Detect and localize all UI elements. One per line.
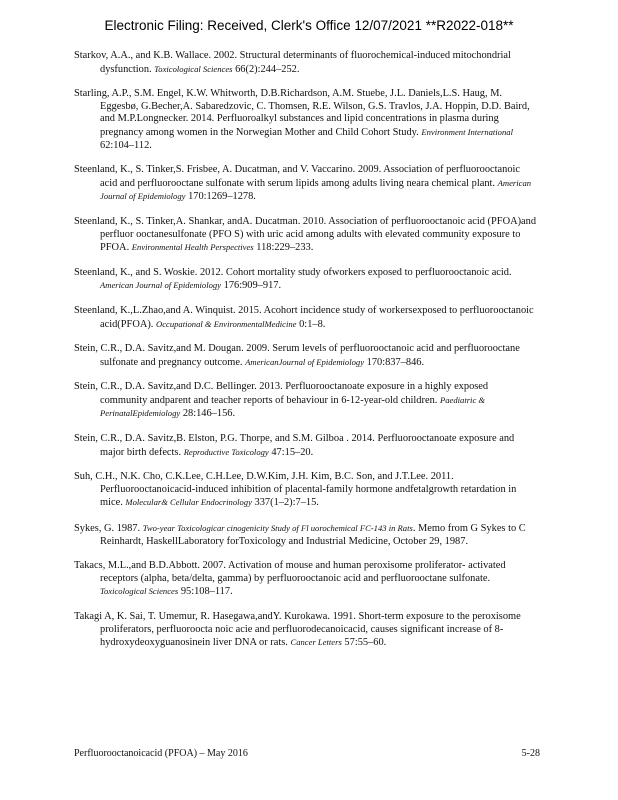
reference-citation: 47:15–20. [271, 446, 314, 458]
reference-citation: . Memo from G Sykes to C Reinhardt, HaskellLaboratory forToxicology and Industrial Medicine, October 29, 1987. [100, 523, 526, 547]
journal-name: American Journal of Epidemiology [100, 177, 532, 202]
reference-list [74, 50, 538, 662]
reference-citation: 170:1269–1278. [188, 191, 256, 203]
reference-citation: 28:146–156. [182, 408, 236, 420]
reference-citation: 66(2):244–252. [235, 63, 300, 75]
reference-entry [74, 88, 538, 152]
reference-citation: 95:108–117. [180, 586, 233, 598]
reference-text: Stein, C.R., D.A. Savitz,and M. Dougan. 2009. Serum levels of perfluorooctanoic acid and perfluorooctane sulfonate and pregnancy outcome. [74, 343, 520, 368]
reference-text: Takacs, M.L.,and B.D.Abbott. 2007. Activation of mouse and human peroxisome proliferator- activated receptors (alpha, beta/delta, gamma) by perfluorooctanoic acid and perfluorooctane sulfonate. [74, 560, 506, 584]
journal-name: Reproductive Toxicology [183, 446, 269, 457]
reference-entry [74, 433, 538, 459]
journal-name: Occupational & EnvironmentalMedicine [156, 318, 297, 329]
reference-text: Takagi A, K. Sai, T. Umemur, R. Hasegawa,andY. Kurokawa. 1991. Short-term exposure to the peroxisome proliferators, perfluoroocta noic acie and perfluorodecanoicacid, causes significant increase of 8-hydroxydeoxyguanosinein liver DNA or rats. [74, 611, 521, 649]
reference-text: Starling, A.P., S.M. Engel, K.W. Whitworth, D.B.Richardson, A.M. Stuebe, J.L. Daniels,L.S. Haug, M. Eggesbø, G.Becher,A. Sabaredzovic, C. Thomsen, R.E. Wilson, G.S. Travlos, J.A. Hoppin, D.D. Baird, and M.P.Longnecker. 2014. Perfluoroalkyl substances and lipid concentrations in plasma during pregnancy among women in the Norwegian Mother and Child Cohort Study. [74, 88, 530, 138]
journal-name: Toxicological Sciences [154, 63, 233, 74]
reference-text: Steenland, K.,L.Zhao,and A. Winquist. 2015. Acohort incidence study of workersexposed to perfluorooctanoic acid(PFOA). [74, 304, 534, 330]
reference-citation: 57:55–60. [344, 637, 387, 649]
reference-entry [74, 471, 538, 510]
reference-text: Starkov, A.A., and K.B. Wallace. 2002. Structural determinants of fluorochemical-induced mitochondrial dysfunction. [74, 50, 511, 75]
reference-citation: 176:909–917. [223, 280, 282, 292]
journal-name: Environmental Health Perspectives [131, 242, 254, 253]
reference-entry [74, 216, 538, 255]
reference-citation: 337(1–2):7–15. [254, 497, 319, 509]
reference-entry [74, 560, 538, 599]
reference-entry [74, 50, 538, 76]
reference-entry [74, 305, 538, 331]
reference-text: Stein, C.R., D.A. Savitz,and D.C. Bellinger. 2013. Perfluorooctanoate exposure in a highly exposed community andparent and teacher reports of behaviour in 6-12-year-old children. [74, 381, 489, 406]
reference-entry [74, 267, 538, 293]
reference-text: Sykes, G. 1987. [74, 523, 141, 535]
journal-name: American Journal of Epidemiology [100, 280, 222, 291]
reference-text: Stein, C.R., D.A. Savitz,B. Elston, P.G. Thorpe, and S.M. Gilboa . 2014. Perfluorooctanoate exposure and major birth defects. [74, 433, 515, 458]
reference-citation: 118:229–233. [256, 242, 314, 254]
reference-entry [74, 381, 538, 421]
reference-text: Steenland, K., S. Tinker,S. Frisbee, A. Ducatman, and V. Vaccarino. 2009. Association of perfluorooctanoic acid and perfluorooctane sulfonate with serum lipids among adults living neara chemical plant. [74, 164, 521, 189]
journal-name: Environment International [421, 126, 513, 137]
reference-entry [74, 164, 538, 204]
reference-citation: 62:104–112. [100, 139, 152, 151]
reference-entry [74, 522, 538, 548]
reference-text: Steenland, K., S. Tinker,A. Shankar, andA. Ducatman. 2010. Association of perfluorooctanoic acid (PFOA)and perfluor ooctanesulfonate (PFO S) with uric acid among adults with elevated community exposure to PFOA. [74, 215, 537, 254]
journal-name: AmericanJournal of Epidemiology [245, 356, 365, 367]
reference-citation: 170:837–846. [366, 356, 425, 368]
reference-entry [74, 343, 538, 369]
footer-document-title: Perfluorooctanoicacid (PFOA) – May 2016 [74, 748, 248, 759]
page-number: 5-28 [521, 748, 540, 759]
filing-header: Electronic Filing: Received, Clerk's Office 12/07/2021 **R2022-018** [104, 18, 514, 33]
reference-citation: 0:1–8. [299, 318, 326, 330]
journal-name: Two-year Toxicologicar cinogenicity Study of Fl uorochemical FC-143 in Rats [142, 523, 413, 534]
journal-name: Toxicological Sciences [100, 586, 179, 597]
journal-name: Paediatric & PerinatalEpidemiology [100, 394, 486, 419]
reference-text: Suh, C.H., N.K. Cho, C.K.Lee, C.H.Lee, D.W.Kim, J.H. Kim, B.C. Son, and J.T.Lee. 2011. Perfluorooctanoicacid-induced inhibition of placental-family hormone andfetalgrowth retardation in mice. [74, 471, 517, 509]
reference-entry [74, 611, 538, 650]
page-footer [74, 748, 540, 759]
journal-name: Cancer Letters [290, 637, 342, 648]
reference-text: Steenland, K., and S. Woskie. 2012. Cohort mortality study ofworkers exposed to perfluorooctanoic acid. [74, 266, 512, 278]
journal-name: Molecular& Cellular Endocrinology [125, 497, 252, 508]
